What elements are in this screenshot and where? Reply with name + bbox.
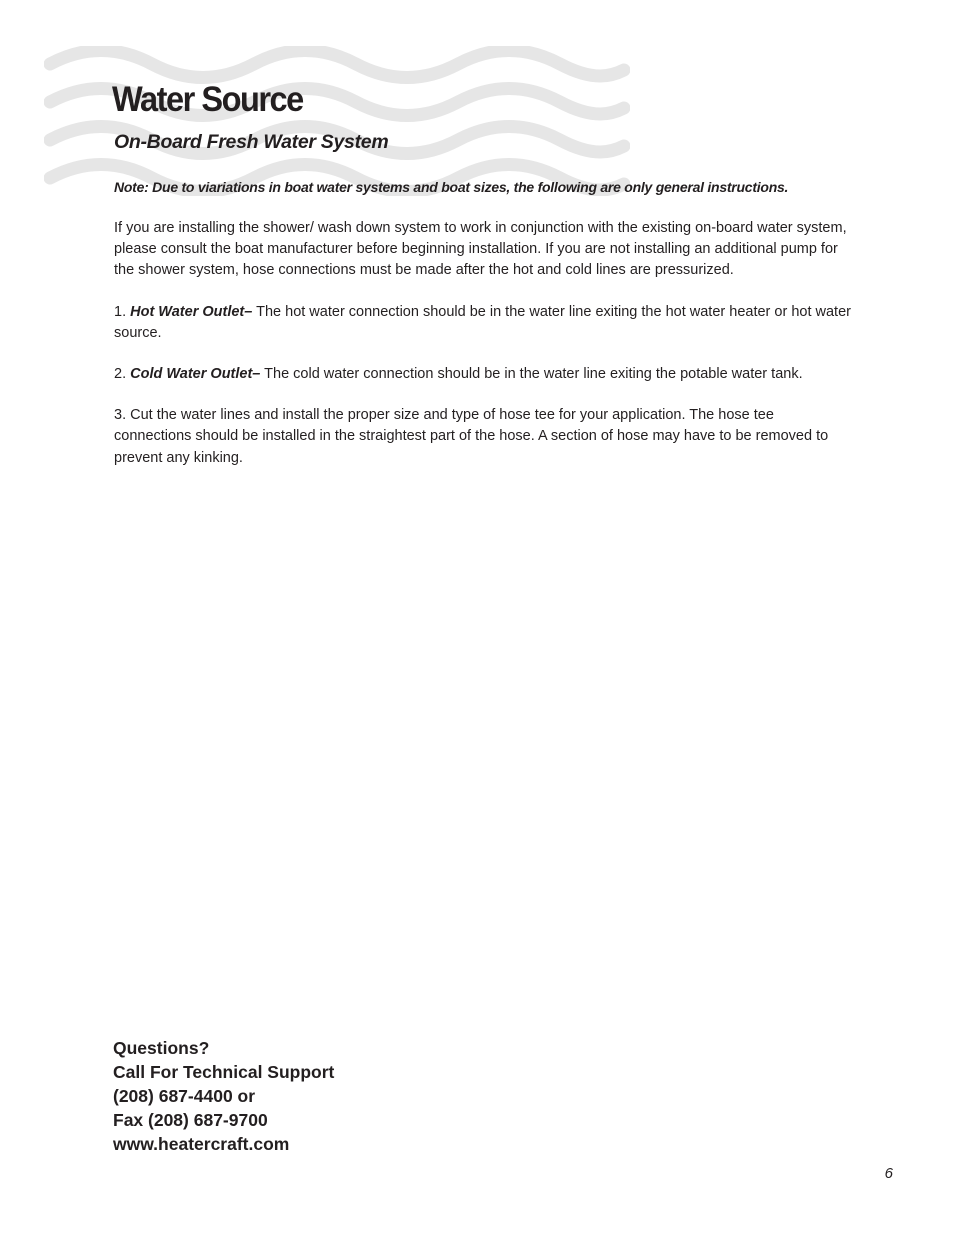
page-title: Water Source [112, 80, 303, 119]
general-note: Note: Due to viariations in boat water systems and boat sizes, the following are only general instructions. [114, 179, 789, 195]
step-text: The hot water connection should be in the water line exiting the hot water heater or hot water source. [114, 303, 851, 341]
contact-questions: Questions? [113, 1038, 210, 1058]
step-text: The cold water connection should be in the water line exiting the potable water tank. [264, 366, 803, 383]
step-cold-water-outlet [114, 364, 852, 385]
contact-fax: Fax (208) 687-9700 [113, 1110, 268, 1130]
step-number: 2. [114, 366, 127, 383]
contact-phone: (208) 687-4400 or [113, 1086, 256, 1106]
step-number: 3. [114, 407, 127, 424]
step-hot-water-outlet [114, 302, 852, 344]
intro-paragraph: If you are installing the shower/ wash down system to work in conjunction with the existing on-board water system, please consult the boat manufacturer before beginning installation. If you are not installing an additional pump for the shower system, hose connections must be made after the hot and cold lines are pressurized. [114, 220, 847, 279]
page-subtitle: On-Board Fresh Water System [114, 131, 389, 153]
step-number: 1. [114, 303, 127, 320]
wave-decoration-icon [44, 46, 630, 196]
step-text: Cut the water lines and install the proper size and type of hose tee for your application. The hose tee connections should be installed in the straightest part of the hose. A section of hose may have to be removed to prevent any kinking. [114, 407, 829, 466]
step-cut-water-lines [114, 405, 852, 469]
step-lead: Cold Water Outlet– [130, 366, 261, 383]
contact-support-label: Call For Technical Support [113, 1062, 335, 1082]
instructions-body [114, 177, 874, 489]
contact-website: www.heatercraft.com [113, 1134, 290, 1154]
page-number: 6 [884, 1165, 893, 1182]
step-lead: Hot Water Outlet– [130, 303, 253, 320]
technical-support-contact [113, 1036, 334, 1156]
